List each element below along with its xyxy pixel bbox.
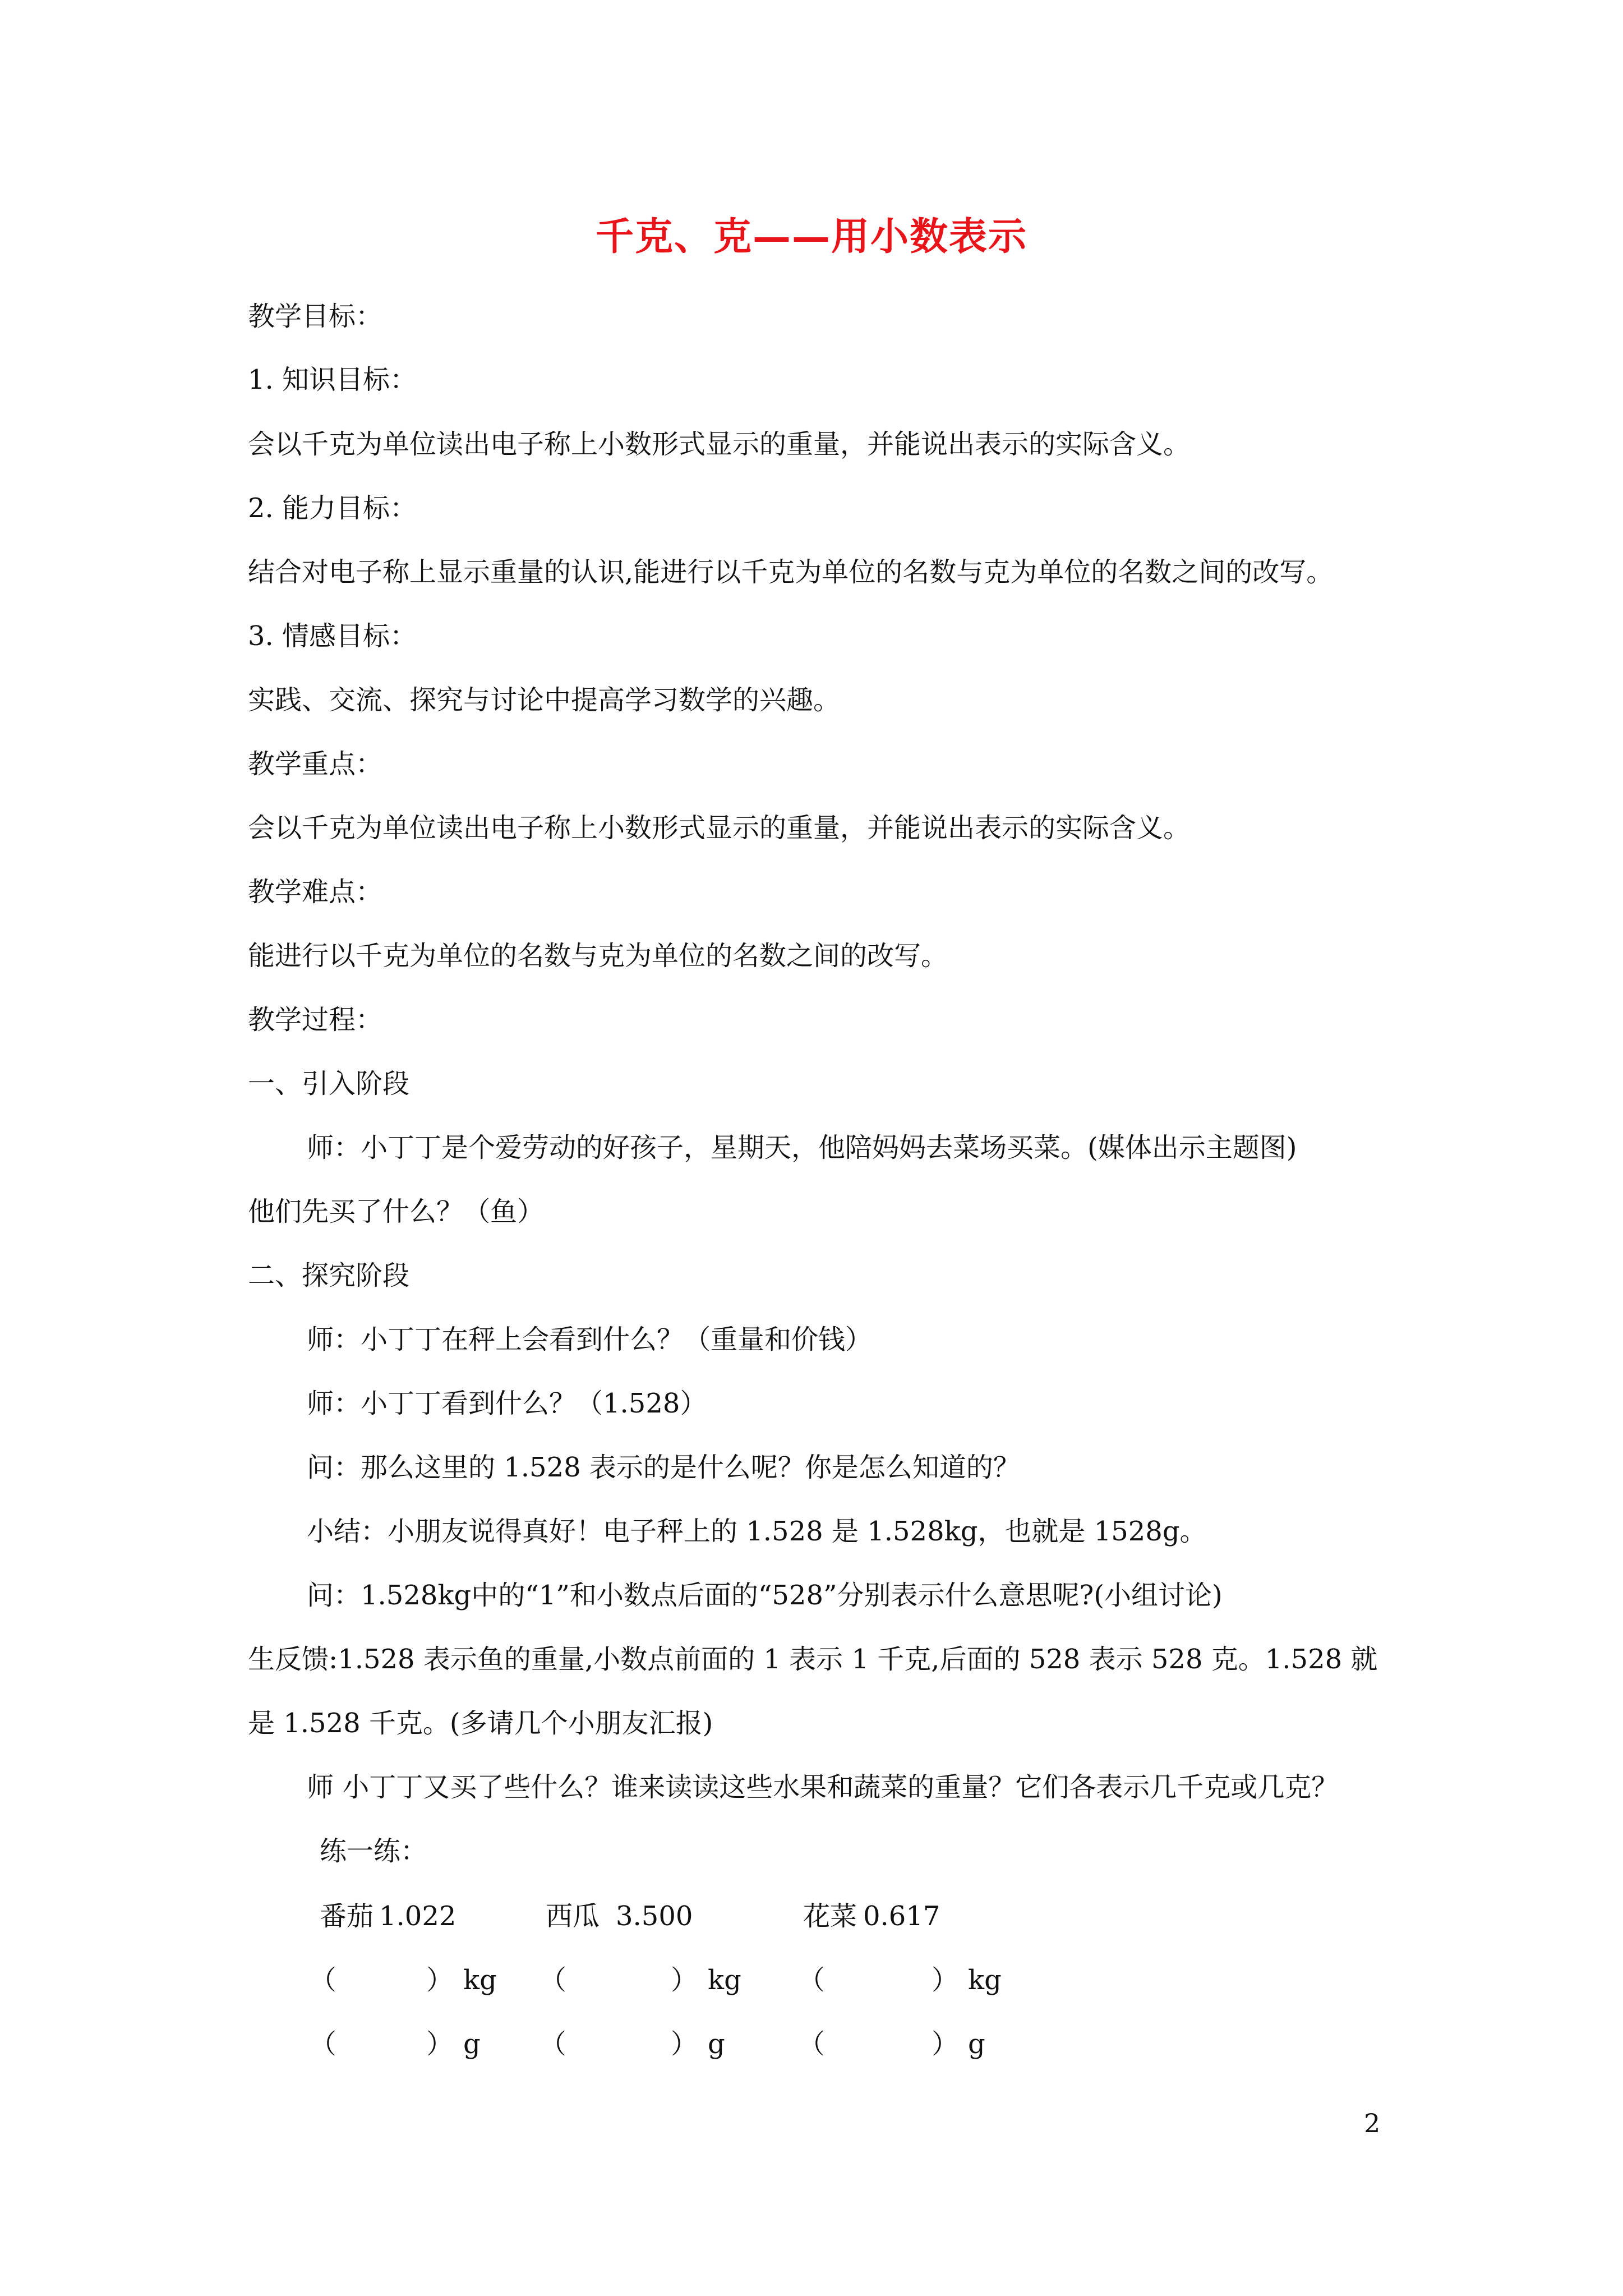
blank-close-paren: ）	[671, 2028, 698, 2060]
difficulty-text: 能进行以千克为单位的名数与克为单位的名数之间的改写。	[248, 940, 948, 972]
practice-item-name: 花菜	[803, 1901, 857, 1932]
stage1-heading: 一、引入阶段	[248, 1068, 410, 1099]
knowledge-objective-text: 会以千克为单位读出电子称上小数形式显示的重量，并能说出表示的实际含义。	[248, 429, 1191, 460]
process-heading: 教学过程：	[248, 1004, 383, 1036]
stage2-teacher-line-1: 师：小丁丁在秤上会看到什么？（重量和价钱）	[307, 1324, 873, 1355]
stage2-teacher-line-2: 师：小丁丁看到什么？（1.528）	[307, 1388, 707, 1419]
practice-item-value: 3.500	[616, 1901, 693, 1932]
unit-kg: kg	[463, 1964, 497, 1996]
unit-g: g	[708, 2028, 725, 2060]
stage2-heading: 二、探究阶段	[248, 1260, 410, 1291]
blank-close-paren: ）	[426, 1964, 454, 1996]
practice-heading: 练一练：	[320, 1835, 428, 1867]
stage2-question-2: 问：1.528kg中的“1”和小数点后面的“528”分别表示什么意思呢?(小组讨论)	[307, 1580, 1223, 1611]
unit-kg: kg	[968, 1964, 1002, 1996]
practice-item-name: 西瓜	[546, 1901, 600, 1932]
blank-open-paren: （	[798, 2028, 826, 2060]
practice-item-name: 番茄	[320, 1901, 374, 1932]
objectives-heading: 教学目标：	[248, 301, 383, 332]
emotion-objective-heading: 3. 情感目标：	[248, 620, 417, 652]
key-point-heading: 教学重点：	[248, 748, 383, 780]
practice-item-value: 0.617	[863, 1901, 940, 1932]
difficulty-heading: 教学难点：	[248, 876, 383, 908]
blank-open-paren: （	[798, 1964, 826, 1996]
knowledge-objective-heading: 1. 知识目标：	[248, 364, 417, 395]
teacher-more-line: 师 小丁丁又买了些什么？谁来读读这些水果和蔬菜的重量？它们各表示几千克或几克？	[307, 1772, 1339, 1803]
blank-close-paren: ）	[932, 1964, 959, 1996]
blank-open-paren: （	[310, 1964, 337, 1996]
practice-item-value: 1.022	[379, 1901, 457, 1932]
stage1-teacher-line: 师：小丁丁是个爱劳动的好孩子，星期天，他陪妈妈去菜场买菜。(媒体出示主题图)	[307, 1132, 1297, 1163]
key-point-text: 会以千克为单位读出电子称上小数形式显示的重量，并能说出表示的实际含义。	[248, 812, 1191, 844]
unit-g: g	[463, 2028, 481, 2060]
stage1-question-line: 他们先买了什么？（鱼）	[248, 1196, 545, 1227]
stage2-summary: 小结：小朋友说得真好！电子秤上的 1.528 是 1.528kg，也就是 1528g。	[307, 1516, 1207, 1547]
student-feedback-line-2: 是 1.528 千克。(多请几个小朋友汇报)	[248, 1708, 713, 1739]
ability-objective-heading: 2. 能力目标：	[248, 493, 417, 524]
emotion-objective-text: 实践、交流、探究与讨论中提高学习数学的兴趣。	[248, 684, 841, 716]
stage2-question-1: 问：那么这里的 1.528 表示的是什么呢？你是怎么知道的？	[307, 1452, 1020, 1483]
ability-objective-text: 结合对电子称上显示重量的认识,能进行以千克为单位的名数与克为单位的名数之间的改写。	[248, 556, 1334, 588]
unit-kg: kg	[708, 1964, 741, 1996]
blank-open-paren: （	[540, 1964, 567, 1996]
page-number: 2	[1364, 2108, 1381, 2138]
unit-g: g	[968, 2028, 985, 2060]
blank-open-paren: （	[310, 2028, 337, 2060]
document-title: 千克、克——用小数表示	[595, 214, 1027, 259]
blank-close-paren: ）	[426, 2028, 454, 2060]
blank-open-paren: （	[540, 2028, 567, 2060]
blank-close-paren: ）	[671, 1964, 698, 1996]
student-feedback-line-1: 生反馈:1.528 表示鱼的重量,小数点前面的 1 表示 1 千克,后面的 528 表示 528 克。1.528 就	[248, 1644, 1378, 1675]
blank-close-paren: ）	[932, 2028, 959, 2060]
